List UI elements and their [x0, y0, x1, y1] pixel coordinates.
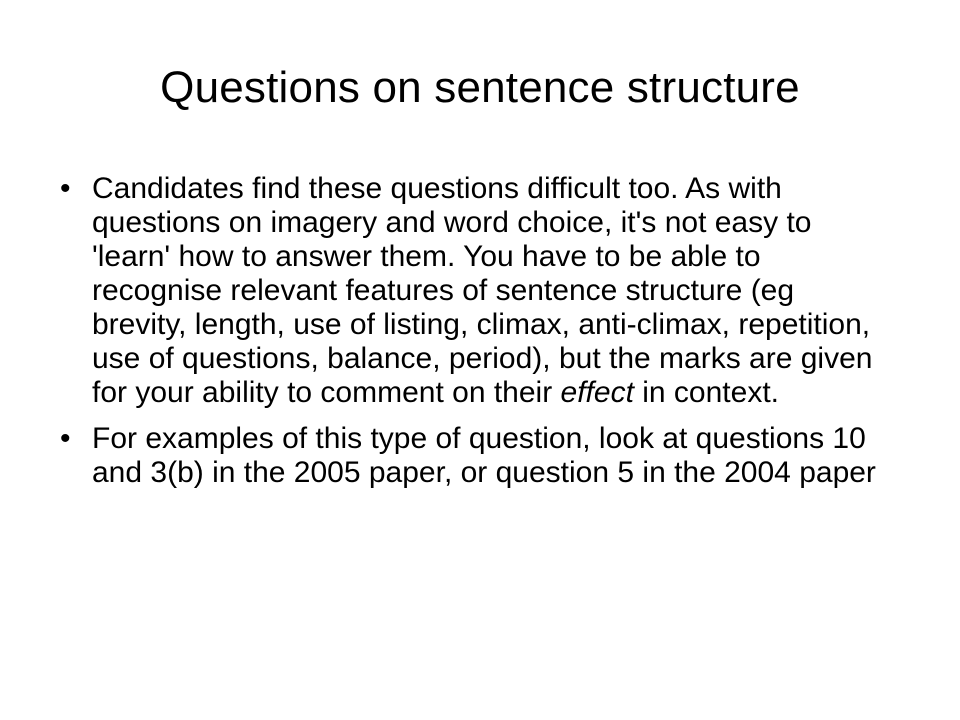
bullet-text: [92, 172, 872, 409]
bullet-icon: •: [60, 172, 71, 205]
bullet-text-part: Candidates find these questions difficult too. As with questions on imagery and word choice, it's not easy to 'learn' how to answer them. You have to be able to recognise relevant features of sentence structure (eg brevity, length, use of listing, climax, anti-climax, repetition, use of questions, balance, period), but the marks are given for your ability to comment on their: [92, 172, 873, 409]
emphasized-word: effect: [560, 376, 634, 409]
bullet-list: [60, 172, 880, 502]
list-item: [60, 422, 880, 490]
bullet-text-part: in context.: [633, 376, 779, 409]
list-item: [60, 172, 880, 410]
bullet-icon: •: [60, 422, 71, 455]
slide-title: Questions on sentence structure: [160, 63, 800, 112]
bullet-text: For examples of this type of question, look at questions 10 and 3(b) in the 2005 paper, or question 5 in the 2004 paper: [92, 422, 876, 489]
